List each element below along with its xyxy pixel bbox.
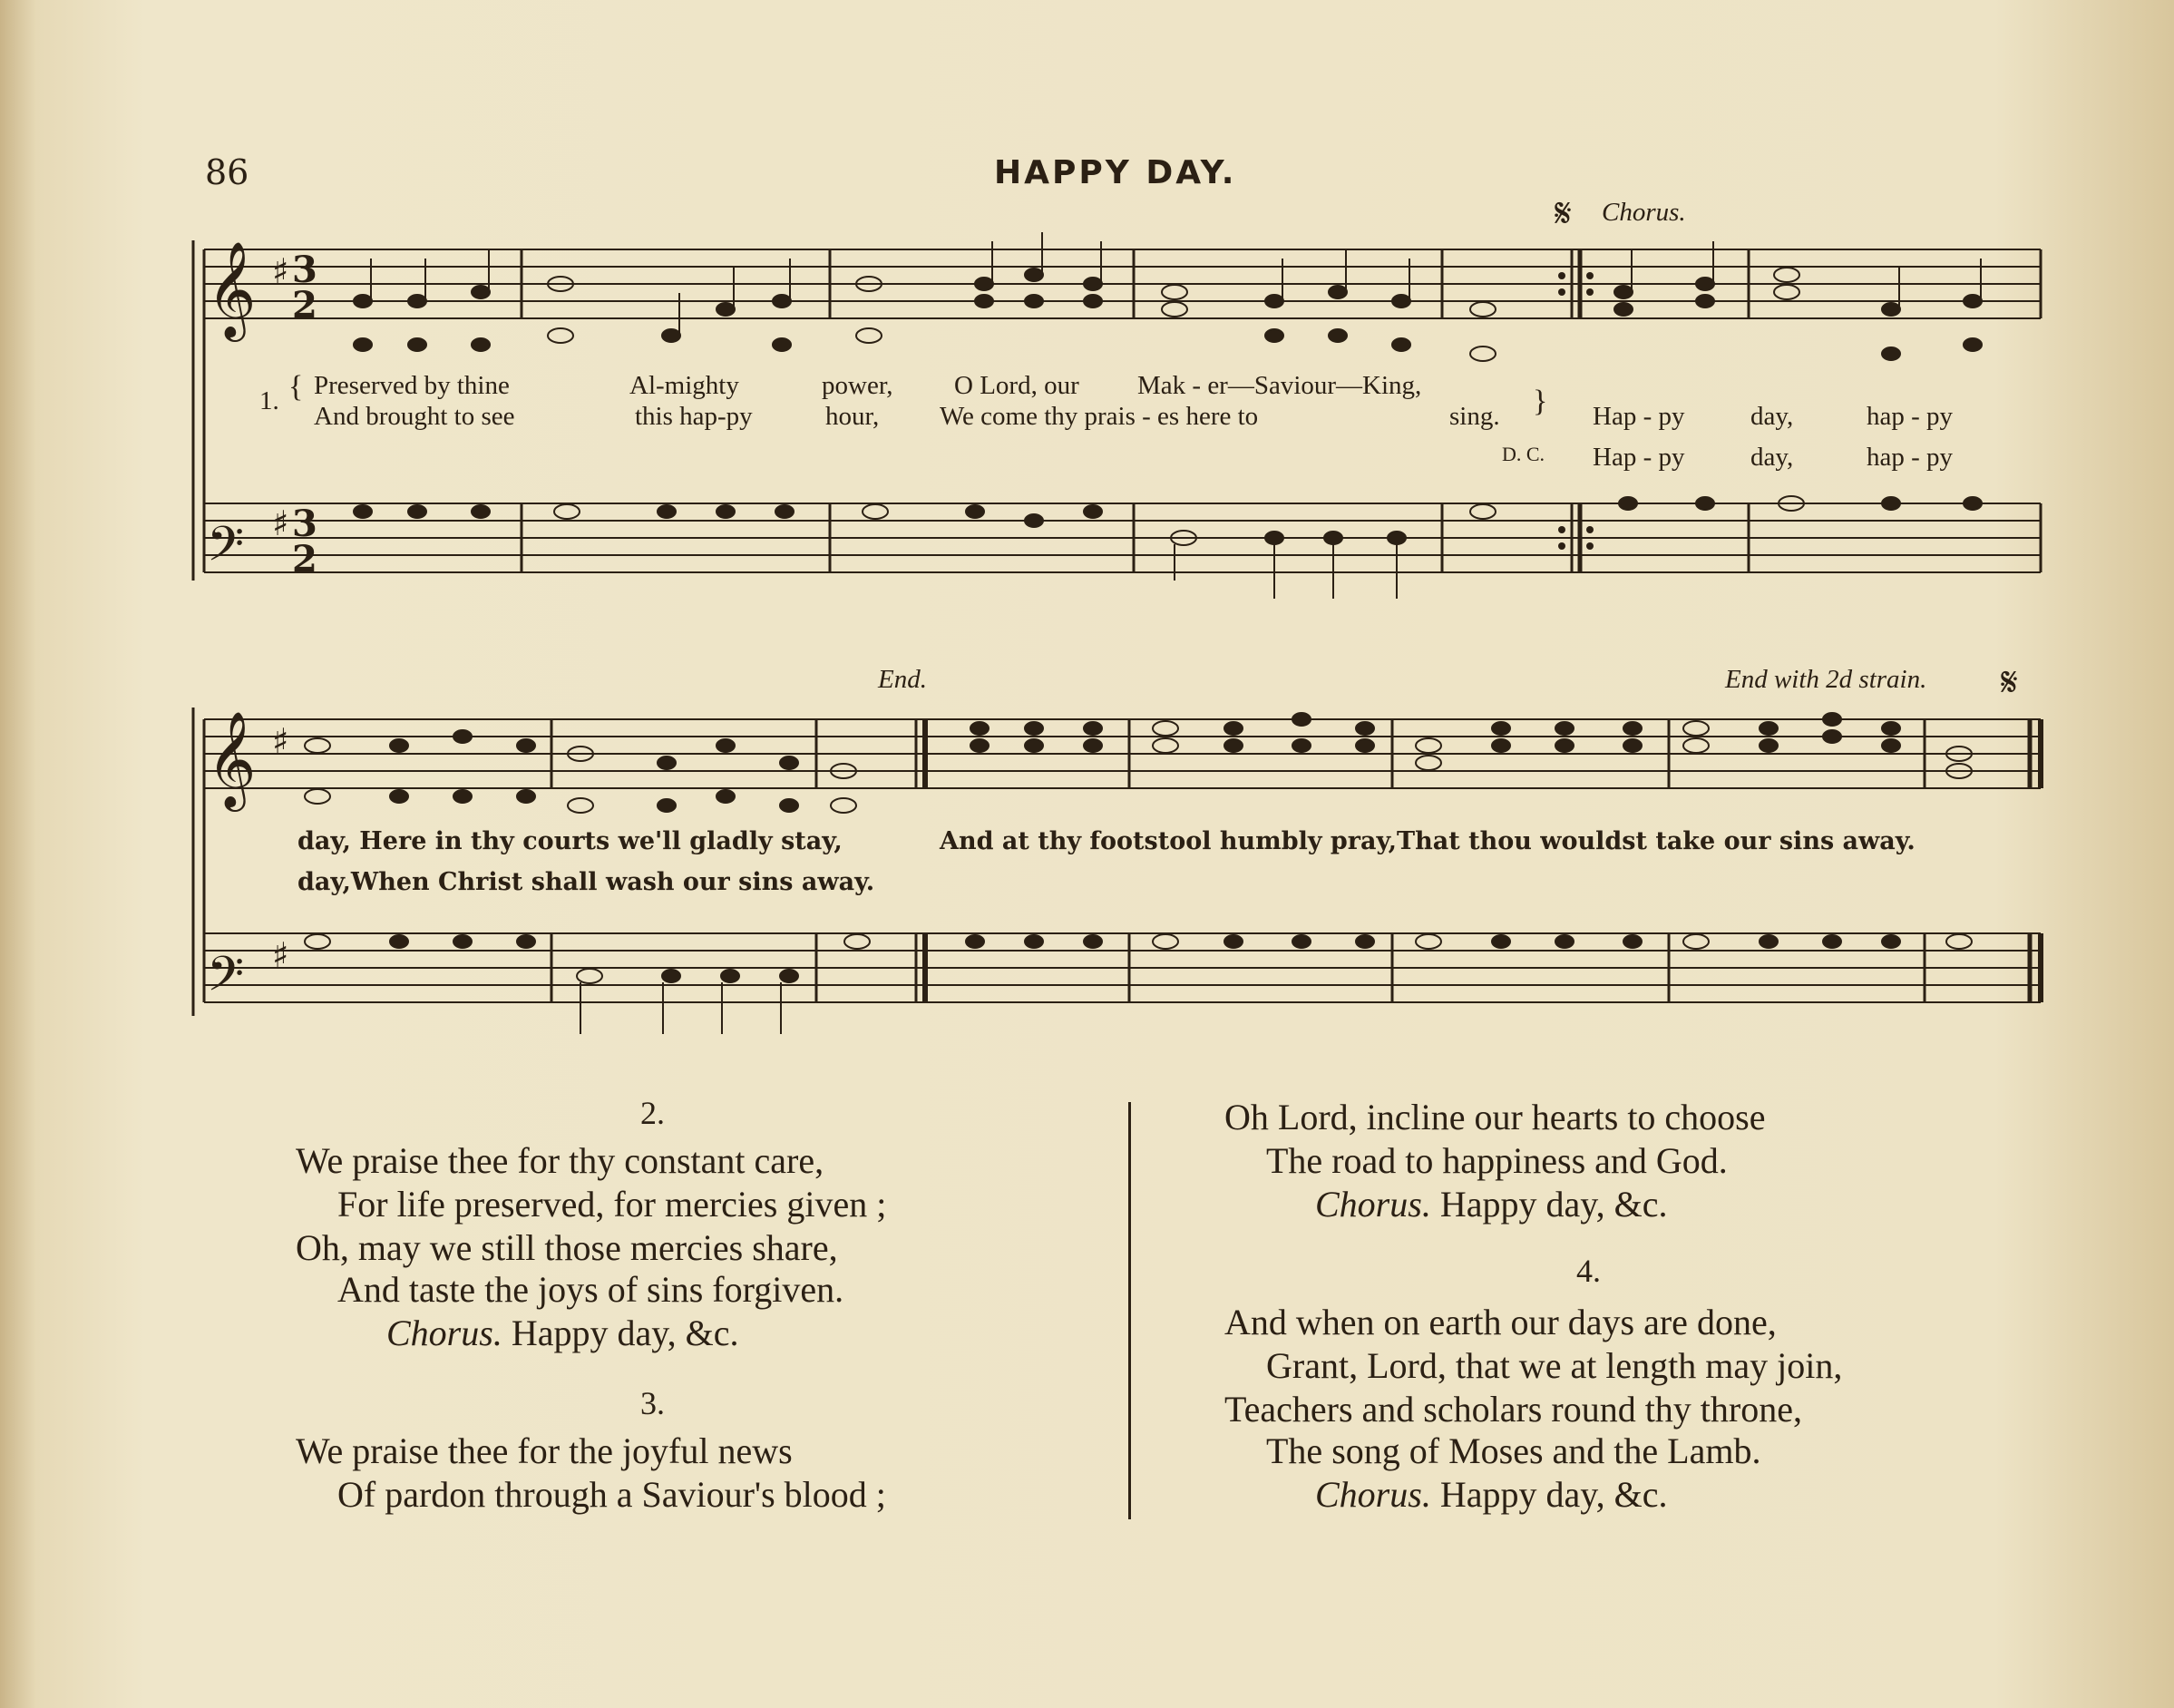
chorus-lyric-2a: Hap - py (1593, 443, 1685, 472)
verse-4-chorus-label: Chorus. (1315, 1474, 1431, 1515)
sharp-icon: ♯ (272, 503, 289, 543)
lyric-line2-seg1: And brought to see (314, 402, 515, 431)
verse-4-line-2: Grant, Lord, that we at length may join, (1266, 1345, 1843, 1386)
page-number: 86 (205, 152, 249, 192)
chorus-lyric-2c: hap - py (1867, 443, 1954, 472)
segno-icon: 𝄋 (2001, 659, 2018, 706)
lyric-line2-seg5: sing. (1449, 402, 1500, 431)
chorus-lyric-1b: day, (1750, 402, 1794, 431)
verse-3-chorus-text: Happy day, &c. (1439, 1184, 1668, 1225)
lyric-line1-seg5: Mak - er—Saviour—King, (1137, 371, 1422, 400)
verse-2-number: 2. (640, 1095, 665, 1131)
verse-2-line-4: And taste the joys of sins forgiven. (337, 1269, 844, 1310)
time-signature-top: 3 (292, 503, 317, 545)
chorus-lyric-1a: Hap - py (1593, 402, 1685, 431)
chorus-lyric-1c: hap - py (1867, 402, 1954, 431)
lyric-line2-seg2: this hap-py (635, 402, 753, 431)
sharp-icon: ♯ (272, 720, 289, 761)
verse-3-chorus (1315, 1183, 1667, 1225)
segno-icon: 𝄋 (1555, 190, 1572, 237)
verse-2-chorus-label: Chorus. (386, 1313, 502, 1353)
hymn-title: HAPPY DAY. (994, 154, 1237, 191)
lyric-s2-line1a: day, Here in thy courts we'll gladly stay, (297, 827, 843, 855)
verse-2-line-1: We praise thee for thy constant care, (296, 1140, 824, 1181)
time-signature-bottom: 2 (292, 538, 317, 581)
verse-4-number: 4. (1576, 1253, 1601, 1289)
verse-3-line-1: We praise thee for the joyful news (296, 1430, 793, 1471)
lyric-line1-seg4: O Lord, our (954, 371, 1079, 400)
bass-clef-icon: 𝄢 (207, 947, 245, 1014)
verse-4-chorus-text: Happy day, &c. (1439, 1474, 1668, 1515)
verse-2-line-3: Oh, may we still those mercies share, (296, 1227, 838, 1268)
sharp-icon: ♯ (272, 250, 289, 291)
lyric-line2-seg4: We come thy prais - es here to (940, 402, 1259, 431)
brace-right: } (1533, 385, 1548, 418)
column-divider (1128, 1102, 1131, 1519)
chorus-lyric-2b: day, (1750, 443, 1794, 472)
verse-4-line-4: The song of Moses and the Lamb. (1266, 1430, 1761, 1471)
end-label: End. (878, 665, 927, 694)
dc-label: D. C. (1502, 443, 1545, 465)
verse-3-line-2: Of pardon through a Saviour's blood ; (337, 1474, 886, 1515)
time-signature-bottom: 2 (292, 284, 317, 327)
verse-4-line-1: And when on earth our days are done, (1224, 1302, 1777, 1342)
end-with-label: End with 2d strain. (1725, 665, 1927, 694)
verse-3-number: 3. (640, 1385, 665, 1421)
treble-clef-icon: 𝄞 (207, 710, 257, 807)
verse-3-line-3: Oh Lord, incline our hearts to choose (1224, 1097, 1766, 1137)
lyric-s2-line1b: And at thy footstool humbly pray,That thou wouldst take our sins away. (940, 827, 1916, 855)
verse-number-1: 1. (259, 386, 279, 415)
time-signature-top: 3 (292, 249, 317, 291)
verse-4-chorus (1315, 1473, 1667, 1516)
lyric-line1-seg3: power, (822, 371, 893, 400)
chorus-label: Chorus. (1602, 198, 1686, 227)
lyric-s2-line2: day,When Christ shall wash our sins away. (297, 868, 875, 896)
treble-clef-icon: 𝄞 (207, 240, 257, 337)
note-stems (371, 232, 1981, 1034)
system1-treble-staff (204, 249, 2041, 318)
lyric-line1-seg1: Preserved by thine (314, 371, 510, 400)
verse-2-chorus-text: Happy day, &c. (511, 1313, 739, 1353)
sharp-icon: ♯ (272, 934, 289, 975)
verse-4-line-3: Teachers and scholars round thy throne, (1224, 1389, 1802, 1430)
brace-left: { (288, 370, 304, 404)
lyric-line2-seg3: hour, (825, 402, 880, 431)
verse-3-chorus-label: Chorus. (1315, 1184, 1431, 1225)
bass-clef-icon: 𝄢 (207, 517, 245, 584)
verse-2-chorus (386, 1312, 738, 1354)
verse-3-line-4: The road to happiness and God. (1266, 1140, 1728, 1181)
verse-2-line-2: For life preserved, for mercies given ; (337, 1184, 887, 1225)
lyric-line1-seg2: Al-mighty (629, 371, 739, 400)
